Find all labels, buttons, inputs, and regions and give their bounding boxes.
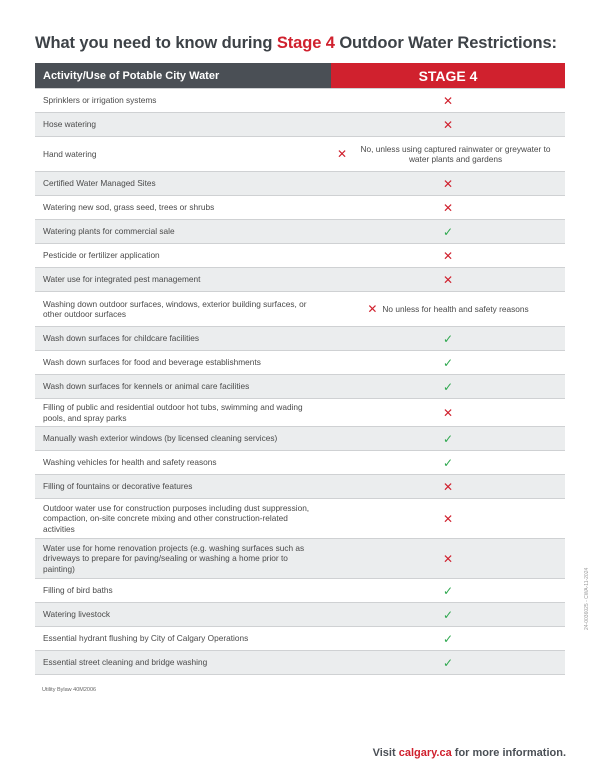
bylaw-footnote: Utility Bylaw 40M2006 xyxy=(42,687,97,693)
cross-icon: ✕ xyxy=(442,511,454,526)
table-row xyxy=(35,88,565,112)
stage-4-cell xyxy=(331,475,565,498)
table-row xyxy=(35,267,565,291)
table-row xyxy=(35,450,565,474)
activity-cell: Watering livestock xyxy=(43,609,111,620)
table-row xyxy=(35,350,565,374)
stage-4-cell xyxy=(331,89,565,112)
page-title: What you need to know during Stage 4 Outdoor Water Restrictions: xyxy=(35,34,557,52)
activity-cell: Manually wash exterior windows (by licensed cleaning services) xyxy=(43,433,278,444)
restriction-note: No unless for health and safety reasons xyxy=(382,303,529,314)
stage-4-cell xyxy=(331,627,565,650)
table-row xyxy=(35,243,565,267)
restrictions-table xyxy=(35,63,565,675)
activity-cell: Washing vehicles for health and safety reasons xyxy=(43,457,217,468)
stage-4-cell xyxy=(331,427,565,450)
cross-icon: ✕ xyxy=(442,479,454,494)
cross-icon: ✕ xyxy=(442,248,454,263)
activity-cell: Filling of public and residential outdoor hot tubs, swimming and wading pools, and spray parks xyxy=(43,402,303,423)
check-icon: ✓ xyxy=(442,331,454,346)
activity-cell: Wash down surfaces for food and beverage establishments xyxy=(43,357,261,368)
cross-icon: ✕ xyxy=(442,176,454,191)
stage-4-cell xyxy=(331,399,565,426)
stage-4-cell xyxy=(331,451,565,474)
stage-4-cell xyxy=(331,220,565,243)
activity-cell: Pesticide or fertilizer application xyxy=(43,250,160,261)
cross-icon: ✕ xyxy=(367,302,378,316)
activity-cell: Certified Water Managed Sites xyxy=(43,178,156,189)
stage-4-cell xyxy=(331,244,565,267)
activity-cell: Sprinklers or irrigation systems xyxy=(43,95,157,106)
stage-4-cell xyxy=(331,499,565,538)
stage-4-cell xyxy=(331,113,565,136)
table-row xyxy=(35,171,565,195)
cross-icon: ✕ xyxy=(442,93,454,108)
stage-4-cell xyxy=(331,172,565,195)
check-icon: ✓ xyxy=(442,379,454,394)
activity-cell: Outdoor water use for construction purposes including dust suppression, compaction, on-site concrete mixing and other construction-related activities xyxy=(43,502,310,534)
table-row xyxy=(35,219,565,243)
table-row xyxy=(35,498,565,538)
activity-cell: Washing down outdoor surfaces, windows, exterior building surfaces, or other outdoor surfaces xyxy=(43,298,307,319)
table-row xyxy=(35,112,565,136)
cross-icon: ✕ xyxy=(337,147,348,161)
table-row xyxy=(35,326,565,350)
cross-icon: ✕ xyxy=(442,272,454,287)
check-icon: ✓ xyxy=(442,455,454,470)
restriction-note: No, unless using captured rainwater or greywater to water plants and gardens xyxy=(360,143,551,164)
check-icon: ✓ xyxy=(442,583,454,598)
stage-4-cell xyxy=(331,292,565,326)
table-row xyxy=(35,578,565,602)
activity-cell: Water use for home renovation projects (e.g. washing surfaces such as driveways to prepare for paving/sealing or washing a home prior to painting) xyxy=(43,542,305,574)
stage-4-cell xyxy=(331,651,565,674)
activity-cell: Wash down surfaces for kennels or animal care facilities xyxy=(43,381,250,392)
footer-info: Visit calgary.ca for more information. xyxy=(372,747,566,759)
table-row xyxy=(35,602,565,626)
stage-4-cell xyxy=(331,137,565,171)
cross-icon: ✕ xyxy=(442,551,454,566)
stage-4-cell xyxy=(331,579,565,602)
table-row xyxy=(35,398,565,426)
activity-cell: Filling of fountains or decorative features xyxy=(43,481,193,492)
cross-icon: ✕ xyxy=(442,117,454,132)
table-row xyxy=(35,626,565,650)
table-row xyxy=(35,195,565,219)
table-row xyxy=(35,136,565,171)
stage-column-header: STAGE 4 xyxy=(331,63,565,88)
stage-4-cell xyxy=(331,327,565,350)
table-header xyxy=(35,63,565,88)
check-icon: ✓ xyxy=(442,631,454,646)
table-row xyxy=(35,374,565,398)
activity-cell: Hand watering xyxy=(43,148,97,159)
activity-cell: Hose watering xyxy=(43,119,97,130)
activity-cell: Essential street cleaning and bridge washing xyxy=(43,657,208,668)
activity-cell: Water use for integrated pest management xyxy=(43,274,201,285)
stage-4-cell xyxy=(331,603,565,626)
stage-4-cell xyxy=(331,375,565,398)
activity-cell: Watering plants for commercial sale xyxy=(43,226,175,237)
check-icon: ✓ xyxy=(442,224,454,239)
table-row xyxy=(35,426,565,450)
table-row xyxy=(35,650,565,674)
stage-4-cell xyxy=(331,539,565,578)
stage-4-cell xyxy=(331,196,565,219)
cross-icon: ✕ xyxy=(442,405,454,420)
table-body xyxy=(35,88,565,674)
check-icon: ✓ xyxy=(442,355,454,370)
cross-icon: ✕ xyxy=(442,200,454,215)
activity-cell: Watering new sod, grass seed, trees or shrubs xyxy=(43,202,215,213)
activity-cell: Filling of bird baths xyxy=(43,585,113,596)
check-icon: ✓ xyxy=(442,655,454,670)
activity-column-header: Activity/Use of Potable City Water xyxy=(35,63,331,88)
calgary-link[interactable]: calgary.ca xyxy=(398,747,452,759)
check-icon: ✓ xyxy=(442,607,454,622)
check-icon: ✓ xyxy=(442,431,454,446)
table-row xyxy=(35,538,565,578)
document-code: 24-0036025 - CWA-11-2024 xyxy=(584,567,590,630)
stage-4-cell xyxy=(331,351,565,374)
stage-highlight: Stage 4 xyxy=(276,34,335,52)
activity-cell: Essential hydrant flushing by City of Calgary Operations xyxy=(43,633,249,644)
table-row xyxy=(35,291,565,326)
table-row xyxy=(35,474,565,498)
activity-cell: Wash down surfaces for childcare facilities xyxy=(43,333,200,344)
stage-4-cell xyxy=(331,268,565,291)
